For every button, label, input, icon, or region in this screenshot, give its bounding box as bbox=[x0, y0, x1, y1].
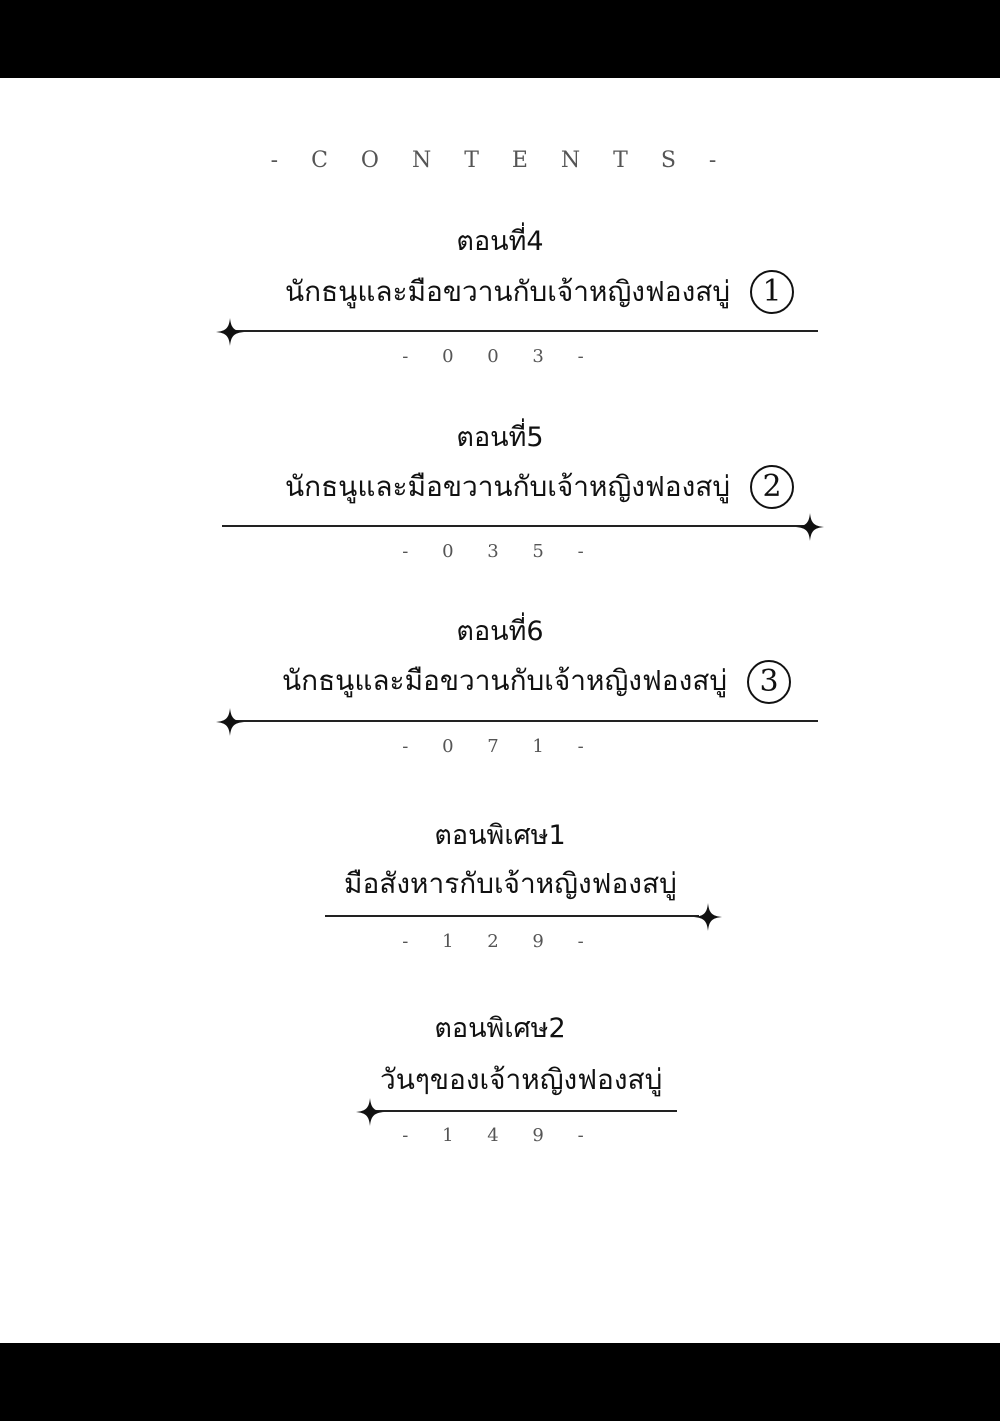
divider-line bbox=[232, 330, 818, 332]
sparkle-icon bbox=[796, 513, 824, 541]
page-number: - 0 3 5 - bbox=[402, 541, 598, 562]
divider-line bbox=[232, 720, 818, 722]
episode-number-circle: 1 bbox=[750, 270, 794, 314]
sparkle-icon bbox=[216, 318, 244, 346]
episode-number-circle: 3 bbox=[747, 660, 791, 704]
page-number: - 0 7 1 - bbox=[402, 736, 598, 757]
episode-subtitle: นักธนูและมือขวานกับเจ้าหญิงฟองสบู่ bbox=[282, 664, 728, 697]
episode-subtitle: มือสังหารกับเจ้าหญิงฟองสบู่ bbox=[344, 867, 677, 900]
sparkle-icon bbox=[694, 903, 722, 931]
page-number: - 1 4 9 - bbox=[402, 1125, 598, 1146]
episode-title: ตอนที่5 bbox=[456, 422, 544, 453]
top-black-bar bbox=[0, 0, 1000, 78]
episode-title: ตอนพิเศษ2 bbox=[434, 1013, 566, 1044]
divider-line bbox=[372, 1110, 677, 1112]
sparkle-icon bbox=[356, 1098, 384, 1126]
divider-line bbox=[325, 915, 699, 917]
episode-number-circle: 2 bbox=[750, 465, 794, 509]
episode-subtitle: วันๆของเจ้าหญิงฟองสบู่ bbox=[380, 1063, 663, 1096]
episode-title: ตอนที่6 bbox=[456, 616, 544, 647]
contents-heading: - C O N T E N T S - bbox=[270, 148, 730, 173]
bottom-black-bar bbox=[0, 1343, 1000, 1421]
divider-line bbox=[222, 525, 808, 527]
page-number: - 1 2 9 - bbox=[402, 931, 598, 952]
episode-subtitle: นักธนูและมือขวานกับเจ้าหญิงฟองสบู่ bbox=[285, 470, 731, 503]
episode-title: ตอนที่4 bbox=[456, 226, 544, 257]
episode-title: ตอนพิเศษ1 bbox=[434, 820, 566, 851]
episode-subtitle: นักธนูและมือขวานกับเจ้าหญิงฟองสบู่ bbox=[285, 275, 731, 308]
sparkle-icon bbox=[216, 708, 244, 736]
page-number: - 0 0 3 - bbox=[402, 346, 598, 367]
